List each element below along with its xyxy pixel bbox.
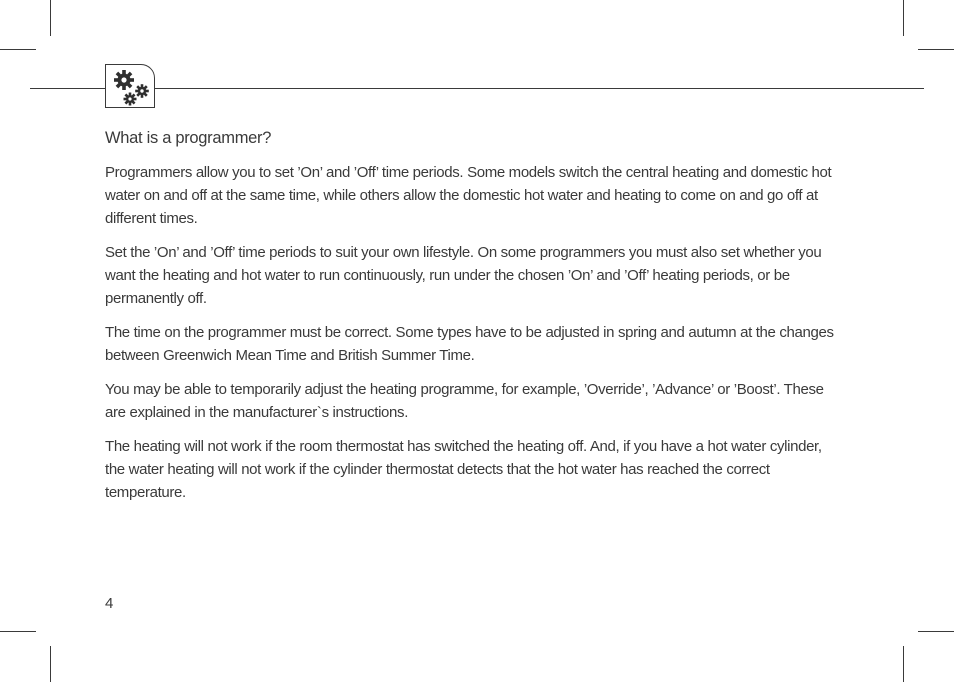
page-number: 4: [105, 595, 114, 612]
crop-mark-bottom-left-horizontal: [0, 631, 36, 632]
crop-mark-bottom-left-vertical: [50, 646, 51, 682]
crop-mark-bottom-right-vertical: [903, 646, 904, 682]
crop-mark-top-left-horizontal: [0, 49, 36, 50]
paragraph-5: The heating will not work if the room thermostat has switched the heating off. And, if you have a hot water cylinder, the water heating will not work if the cylinder thermostat detects that the hot water has reached the correct temperature.: [105, 438, 822, 501]
main-content: [105, 126, 845, 515]
crop-mark-top-right-horizontal: [918, 49, 954, 50]
crop-mark-top-right-vertical: [903, 0, 904, 36]
paragraph-2: Set the ’On’ and ’Off’ time periods to suit your own lifestyle. On some programmers you must also set whether you want the heating and hot water to run continuously, run under the chosen ’On’ and ’Off’ heating periods, or be permanently off.: [105, 244, 822, 307]
section-icon-box: [105, 64, 155, 108]
paragraph-1: Programmers allow you to set ’On’ and ’Off’ time periods. Some models switch the central heating and domestic hot water on and off at the same time, while others allow the domestic hot water and heating to come on and go off at different times.: [105, 164, 832, 227]
section-heading: What is a programmer?: [105, 129, 272, 147]
crop-mark-bottom-right-horizontal: [918, 631, 954, 632]
header-rule: [30, 88, 924, 89]
paragraph-3: The time on the programmer must be correct. Some types have to be adjusted in spring and autumn at the changes between Greenwich Mean Time and British Summer Time.: [105, 324, 834, 364]
crop-mark-top-left-vertical: [50, 0, 51, 36]
gears-icon: [106, 65, 156, 109]
paragraph-4: You may be able to temporarily adjust the heating programme, for example, ’Override’, ’Advance’ or ’Boost’. These are explained in the manufacturer`s instructions.: [105, 381, 824, 421]
